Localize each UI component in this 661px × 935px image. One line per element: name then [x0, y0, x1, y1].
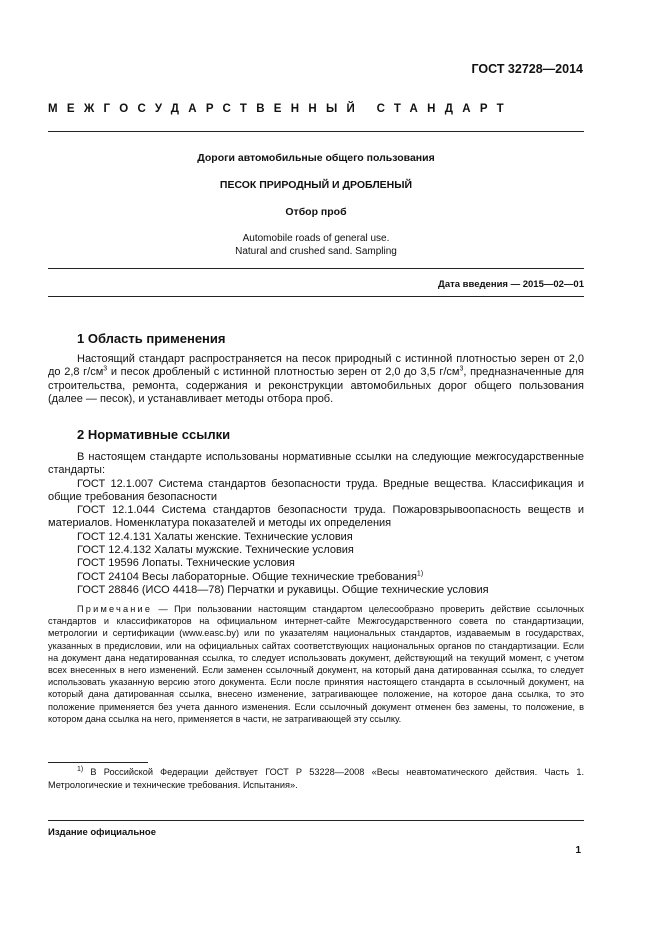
- english-title: [48, 232, 584, 258]
- section-2-body: [48, 451, 584, 597]
- introduction-date: Дата введения — 2015—02—01: [438, 279, 584, 290]
- edition-label: Издание официальное: [48, 827, 156, 838]
- references-intro: В настоящем стандарте использованы нормативные ссылки на следующие межгосударственные стандарты:: [48, 451, 584, 477]
- header-divider: [48, 131, 584, 132]
- reference-item: ГОСТ 28846 (ИСО 4418—78) Перчатки и рукавицы. Общие технические условия: [77, 583, 489, 596]
- references-note: [48, 603, 584, 725]
- title-line-3: Отбор проб: [285, 206, 347, 218]
- section-1-heading: 1 Область применения: [77, 331, 226, 346]
- section-2-heading: 2 Нормативные ссылки: [77, 427, 231, 442]
- note-label: Примечание: [77, 604, 153, 614]
- footnote: $^{1)}$ В Российской Федерации действует ГОСТ Р 53228—2008 «Весы неавтоматического действия. Часть 1. Метрологические и технические требования. Испытания».: [48, 765, 584, 790]
- reference-item: ГОСТ 12.1.044 Система стандартов безопасности труда. Пожаровзрывоопасность веществ и материалов. Номенклатура показателей и методы их определения: [48, 504, 584, 530]
- footer-divider: [48, 820, 584, 821]
- intro-date-divider: [48, 296, 584, 297]
- english-title-line-2: Natural and crushed sand. Sampling: [235, 246, 397, 257]
- note-text: — При пользовании настоящим стандартом целесообразно проверить действие ссылочных стандартов и классификаторов на официальном интернет-сайте Межгосударственного совета по стандартизации, метрологии и сертификации (www.easc.by) или по указателям национальных стандартов, издаваемым в государствах, указанных в предисловии, или на официальных сайтах соответствующих национальных органов по стандартизации. Если на документ дана недатированная ссылка, то следует использовать документ, действующий на текущий момент, с учетом всех внесенных в него изменений. Если заменен ссылочный документ, на который дана датированная ссылка, то следует использовать указанную версию этого документа. Если после принятия настоящего стандарта в ссылочный документ, на который дана датированная ссылка, внесено изменение, затрагивающее положение, на которое дана ссылка, то это положение применяется без учета данного изменения. Если ссылочный документ отменен без замены, то положение, в котором дана ссылка на него, применяется в части, не затрагивающей эту ссылку.: [48, 604, 584, 724]
- reference-item: ГОСТ 12.4.131 Халаты женские. Технические условия: [77, 530, 353, 543]
- reference-item: ГОСТ 12.4.132 Халаты мужские. Технические условия: [77, 544, 354, 557]
- reference-item: ГОСТ 24104 Весы лабораторные. Общие технические требования$^{1)}$: [77, 570, 424, 583]
- english-title-line-1: Automobile roads of general use.: [242, 233, 390, 244]
- footnote-divider: [48, 762, 148, 763]
- scope-paragraph: Настоящий стандарт распространяется на песок природный с истинной плотностью зерен от 2,0 до 2,8 $г/см^3$ и песок дробленый с истинной плотностью зерен от 2,0 до 3,5 $г/см^3$, предназначенные для строительства, ремонта, содержания и реконструкции автомобильных дорог общего пользования (далее — песок), и устанавливает методы отбора проб.: [48, 353, 584, 405]
- reference-item: ГОСТ 12.1.007 Система стандартов безопасности труда. Вредные вещества. Классификация и общие требования безопасности: [48, 477, 584, 503]
- section-1-body: [48, 353, 584, 406]
- title-divider: [48, 268, 584, 269]
- reference-item: ГОСТ 19596 Лопаты. Технические условия: [77, 557, 295, 570]
- standard-kind-heading: МЕЖГОСУДАРСТВЕННЫЙ СТАНДАРТ: [48, 103, 513, 115]
- page-number: 1: [575, 845, 581, 856]
- title-line-1: Дороги автомобильные общего пользования: [197, 152, 435, 164]
- footnote-marker: 1): [416, 570, 424, 578]
- document-number: ГОСТ 32728—2014: [471, 62, 583, 76]
- title-line-2: ПЕСОК ПРИРОДНЫЙ И ДРОБЛЕНЫЙ: [219, 179, 413, 191]
